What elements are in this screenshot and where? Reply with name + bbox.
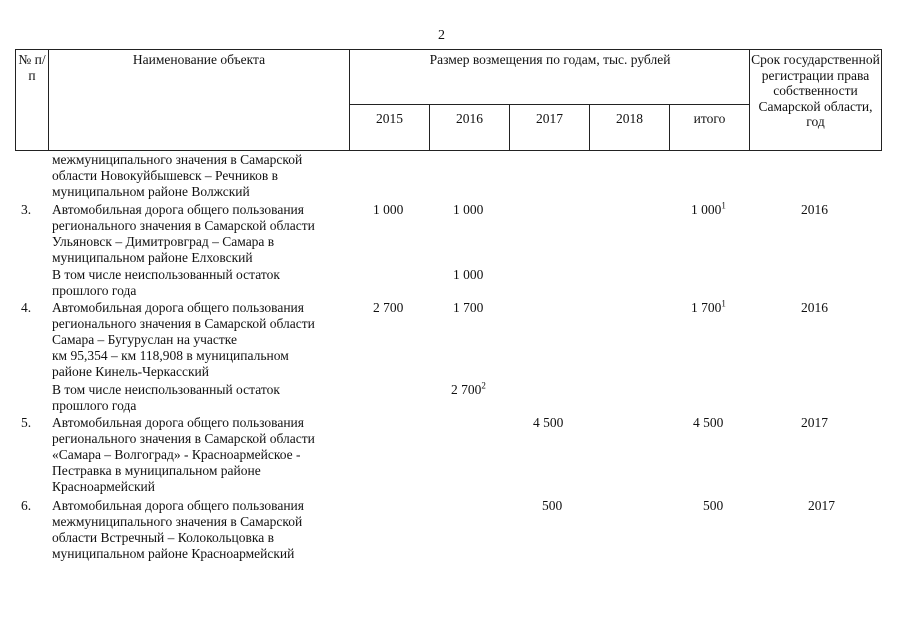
row-name-line: муниципальном районе Красноармейский: [52, 546, 295, 561]
row-name-line: Автомобильная дорога общего пользования: [52, 498, 304, 513]
page-number: 2: [438, 28, 445, 43]
row-name-line: Автомобильная дорога общего пользования: [52, 300, 304, 315]
header-year-2017: 2017: [536, 111, 563, 126]
row-name-line: регионального значения в Самарской области: [52, 316, 315, 331]
value-total: 1 $700^1$: [691, 298, 726, 315]
row-name-line: «Самара – Волгоград» - Красноармейское -: [52, 447, 301, 462]
value-total: 4 500: [693, 415, 724, 430]
row-subnote-line: прошлого года: [52, 398, 137, 413]
value-total: 500: [703, 498, 724, 513]
footnote-mark: 2: [481, 380, 486, 391]
row-subnote-line: В том числе неиспользованный остаток: [52, 382, 280, 397]
row-subnote-line: В том числе неиспользованный остаток: [52, 267, 280, 282]
row-subnote-line: прошлого года: [52, 283, 137, 298]
footnote-mark: 1: [721, 298, 726, 309]
row-name-line: межмуниципального значения в Самарской: [52, 514, 303, 529]
row-name-line: муниципальном районе Елховский: [52, 250, 253, 265]
row-number: 6.: [21, 498, 32, 513]
header-amount: Размер возмещения по годам, тыс. рублей: [429, 52, 671, 67]
row-number: 5.: [21, 415, 32, 430]
header-term: Срок государственной регистрации права собственности Самарской области, год: [751, 52, 880, 129]
row-number: 4.: [21, 300, 32, 315]
row-name-line: Автомобильная дорога общего пользования: [52, 415, 304, 430]
value-2016: 1 000: [453, 202, 484, 217]
row-name-line: км 95,354 – км 118,908 в муниципальном: [52, 348, 289, 363]
header-total: итого: [693, 111, 726, 126]
row-name-line: районе Кинель-Черкасский: [52, 364, 209, 379]
header-year-2015: 2015: [376, 111, 403, 126]
registration-year: 2017: [801, 415, 828, 430]
header-year-2018: 2018: [616, 111, 643, 126]
row-name-line: Автомобильная дорога общего пользования: [52, 202, 304, 217]
row-name-line: Ульяновск – Димитровград – Самара в: [52, 234, 275, 249]
value-total: 1 $000^1$: [691, 200, 726, 217]
value-2017: 500: [542, 498, 563, 513]
table-header: [15, 49, 882, 151]
value-2016: 1 700: [453, 300, 484, 315]
value-2015: 1 000: [373, 202, 404, 217]
registration-year: 2016: [801, 300, 828, 315]
row-name-line: Самара – Бугуруслан на участке: [52, 332, 238, 347]
continuation-line: межмуниципального значения в Самарской: [52, 152, 303, 167]
continuation-line: области Новокуйбышевск – Речников в: [52, 168, 279, 183]
value-2017: 4 500: [533, 415, 564, 430]
row-name-line: области Встречный – Колокольцовка в: [52, 530, 274, 545]
subnote-value-2016: 1 000: [453, 267, 484, 282]
row-number: 3.: [21, 202, 32, 217]
header-num: № п/п: [18, 52, 46, 83]
registration-year: 2017: [808, 498, 835, 513]
subnote-value-2016: 2 $700^2$: [451, 380, 486, 397]
header-year-2016: 2016: [456, 111, 483, 126]
row-name-line: регионального значения в Самарской области: [52, 218, 315, 233]
row-name-line: регионального значения в Самарской области: [52, 431, 315, 446]
registration-year: 2016: [801, 202, 828, 217]
footnote-mark: 1: [721, 200, 726, 211]
row-name-line: Красноармейский: [52, 479, 156, 494]
header-name: Наименование объекта: [132, 52, 266, 67]
value-2015: 2 700: [373, 300, 404, 315]
row-name-line: Пестравка в муниципальном районе: [52, 463, 261, 478]
continuation-line: муниципальном районе Волжский: [52, 184, 250, 199]
